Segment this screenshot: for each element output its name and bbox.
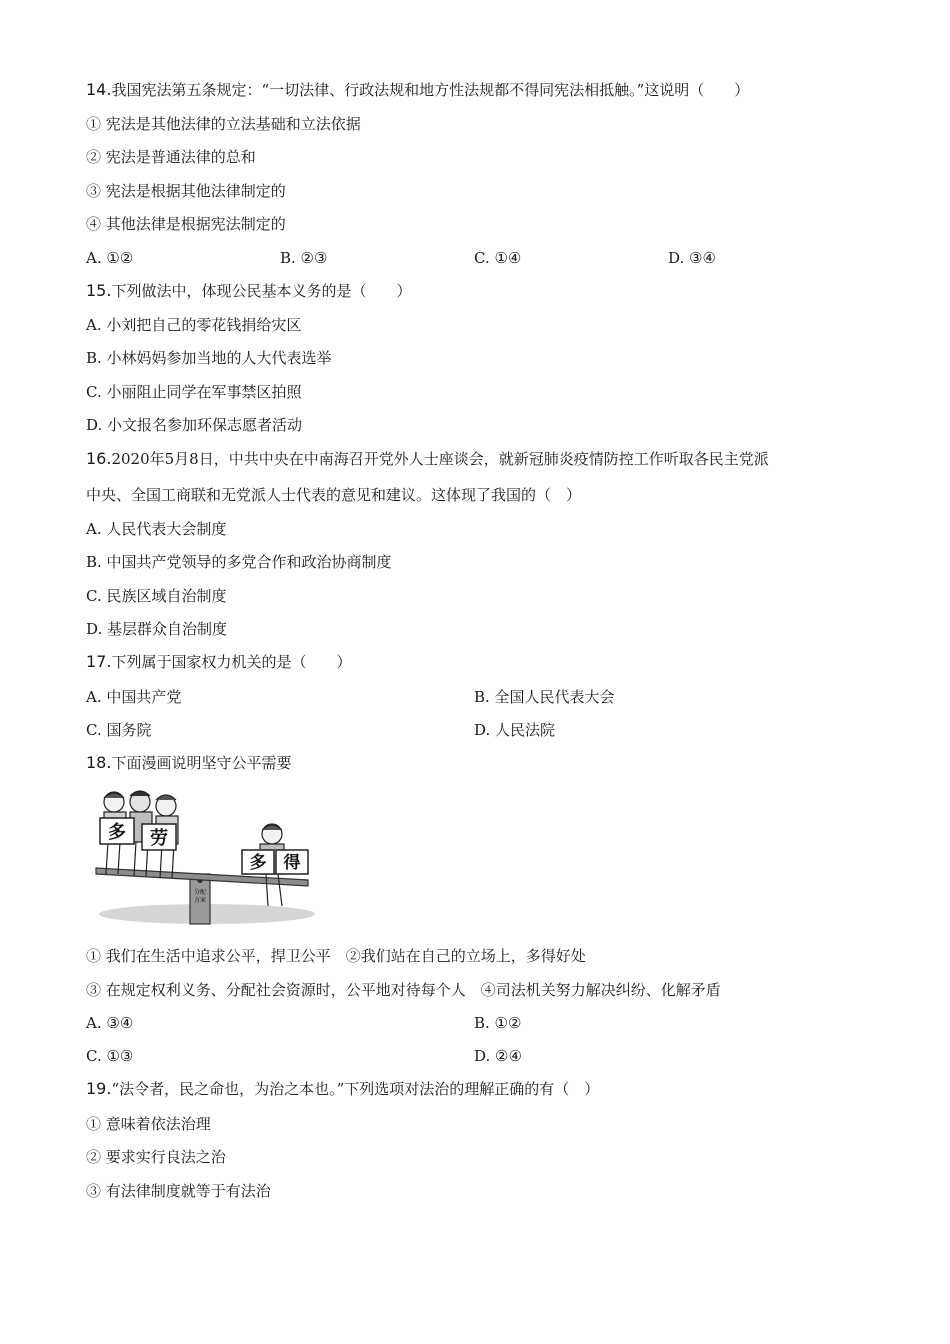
option-c[interactable]: C. 小丽阻止同学在军事禁区拍照 bbox=[86, 383, 302, 401]
statement-item: ① 我们在生活中追求公平，捍卫公平 ②我们站在自己的立场上，多得好处 bbox=[86, 947, 586, 965]
option-d[interactable]: D. 小文报名参加环保志愿者活动 bbox=[86, 416, 303, 434]
option-a[interactable]: A. 小刘把自己的零花钱捐给灾区 bbox=[86, 316, 302, 334]
question-text: 下面漫画说明坚守公平需要 bbox=[111, 754, 292, 772]
question-16-stem bbox=[86, 449, 769, 469]
question-text: 2020年5月8日，中共中央在中南海召开党外人士座谈会，就新冠肺炎疫情防控工作听取各民主党派 bbox=[111, 450, 769, 468]
option-b[interactable]: B. ②③ bbox=[280, 249, 328, 267]
question-number: 16. bbox=[86, 449, 112, 468]
question-number: 15. bbox=[86, 281, 112, 300]
question-text: 下列做法中，体现公民基本义务的是（ ） bbox=[111, 282, 412, 300]
question-17-stem bbox=[86, 652, 351, 672]
question-14-stem bbox=[86, 80, 749, 100]
sign-text: 多 bbox=[108, 822, 126, 843]
question-text: 我国宪法第五条规定：“一切法律、行政法规和地方性法规都不得同宪法相抵触。”这说明（ ） bbox=[111, 81, 750, 99]
option-a[interactable]: A. 人民代表大会制度 bbox=[86, 520, 227, 538]
question-18-stem bbox=[86, 753, 291, 773]
option-d[interactable]: D. ②④ bbox=[474, 1047, 522, 1065]
statement-item: ② 宪法是普通法律的总和 bbox=[86, 148, 256, 166]
statement-item: ① 意味着依法治理 bbox=[86, 1115, 211, 1133]
seesaw-cartoon bbox=[92, 788, 322, 928]
option-a[interactable]: A. 中国共产党 bbox=[86, 688, 182, 706]
option-d[interactable]: D. 基层群众自治制度 bbox=[86, 620, 228, 638]
question-text: 下列属于国家权力机关的是（ ） bbox=[111, 653, 352, 671]
pivot-label: 分配 bbox=[193, 889, 207, 896]
statement-item: ③ 在规定权利义务、分配社会资源时，公平地对待每个人 ④司法机关努力解决纠纷、化解矛盾 bbox=[86, 981, 721, 999]
option-d[interactable]: D. 人民法院 bbox=[474, 721, 556, 739]
question-15-stem bbox=[86, 281, 411, 301]
statement-item: ④ 其他法律是根据宪法制定的 bbox=[86, 215, 286, 233]
question-number: 19. bbox=[86, 1079, 112, 1098]
question-number: 14. bbox=[86, 80, 112, 99]
question-text-continued: 中央、全国工商联和无党派人士代表的意见和建议。这体现了我国的（ ） bbox=[86, 486, 582, 504]
option-b[interactable]: B. 全国人民代表大会 bbox=[474, 688, 615, 706]
question-19-stem bbox=[86, 1079, 599, 1099]
option-c[interactable]: C. 民族区域自治制度 bbox=[86, 587, 227, 605]
option-a[interactable]: A. ③④ bbox=[86, 1014, 134, 1032]
sign-text: 得 bbox=[283, 853, 301, 873]
option-c[interactable]: C. ①③ bbox=[86, 1047, 134, 1065]
option-c[interactable]: C. 国务院 bbox=[86, 721, 152, 739]
option-c[interactable]: C. ①④ bbox=[474, 249, 522, 267]
option-b[interactable]: B. 小林妈妈参加当地的人大代表选举 bbox=[86, 349, 332, 367]
statement-item: ③ 宪法是根据其他法律制定的 bbox=[86, 182, 286, 200]
option-a[interactable]: A. ①② bbox=[86, 249, 134, 267]
statement-item: ② 要求实行良法之治 bbox=[86, 1148, 226, 1166]
question-number: 17. bbox=[86, 652, 112, 671]
option-b[interactable]: B. ①② bbox=[474, 1014, 522, 1032]
option-b[interactable]: B. 中国共产党领导的多党合作和政治协商制度 bbox=[86, 553, 392, 571]
sign-text: 劳 bbox=[150, 828, 168, 849]
option-d[interactable]: D. ③④ bbox=[668, 249, 716, 267]
statement-item: ① 宪法是其他法律的立法基础和立法依据 bbox=[86, 115, 361, 133]
sign-text: 多 bbox=[249, 853, 267, 873]
svg-text:方案: 方案 bbox=[193, 897, 207, 904]
statement-item: ③ 有法律制度就等于有法治 bbox=[86, 1182, 271, 1200]
question-number: 18. bbox=[86, 753, 112, 772]
question-text: “法令者，民之命也，为治之本也。”下列选项对法治的理解正确的有（ ） bbox=[111, 1080, 600, 1098]
